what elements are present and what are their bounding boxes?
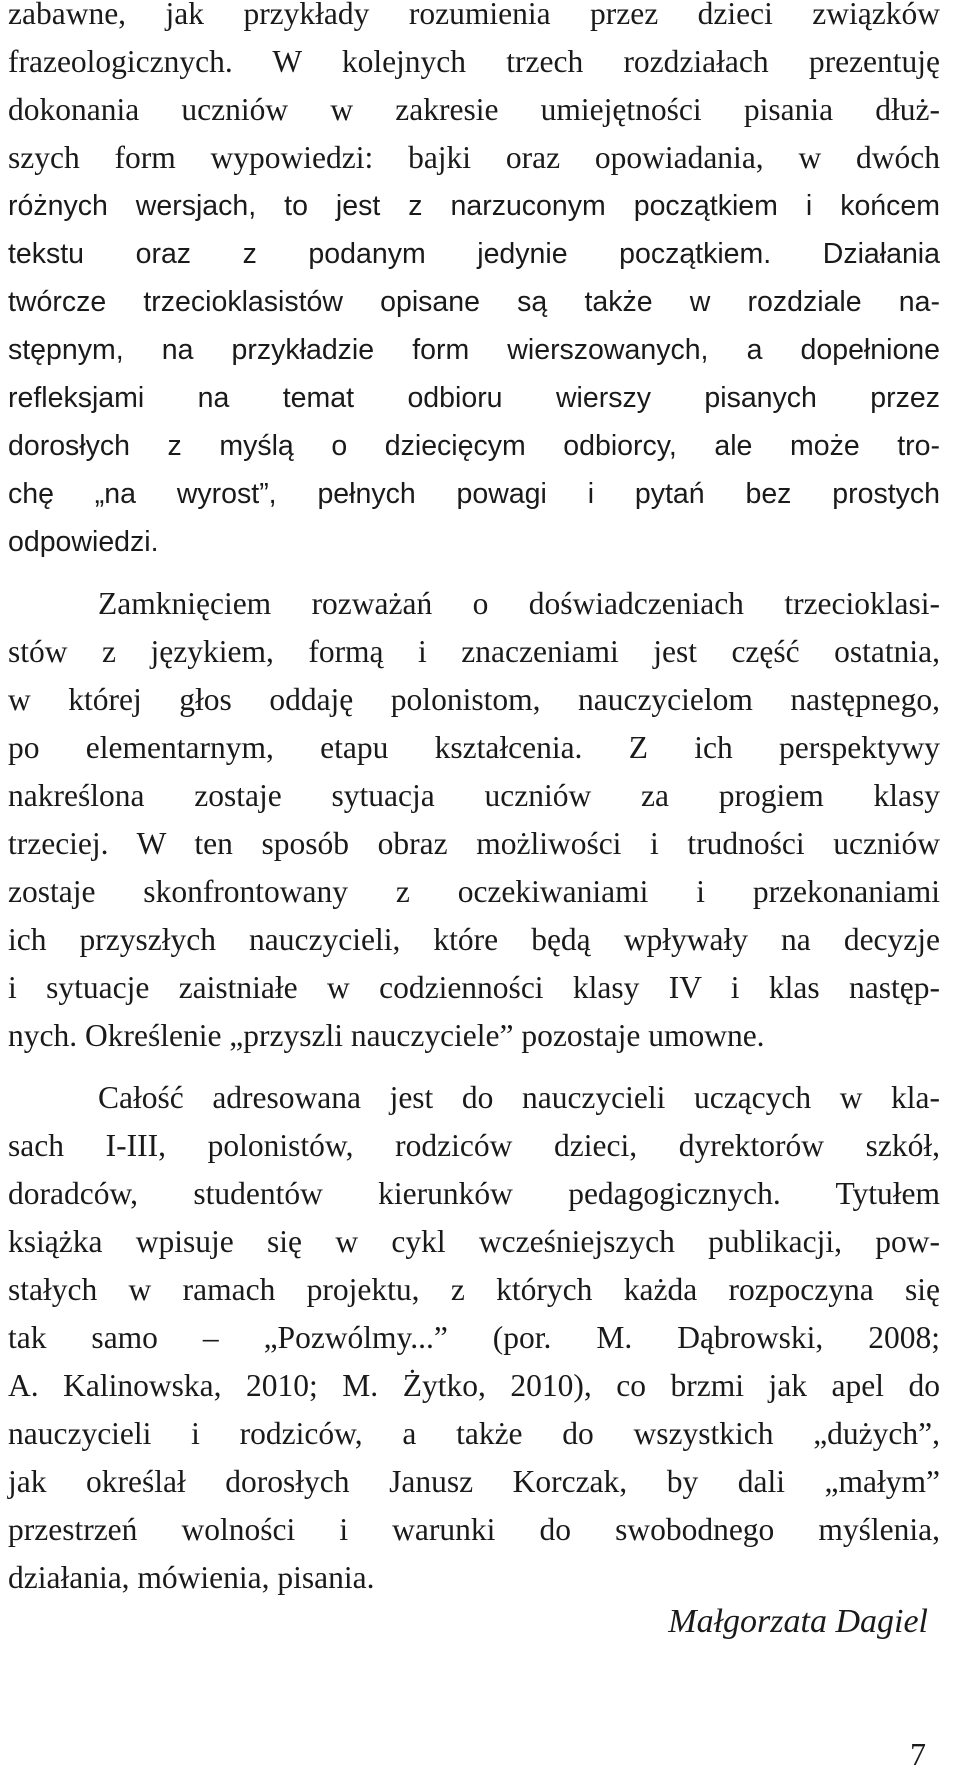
text-line: książka wpisuje się w cykl wcześniejszych publikacji, pow- xyxy=(8,1224,940,1259)
text-line: działania, mówienia, pisania. xyxy=(8,1560,375,1595)
text-line: szych form wypowiedzi: bajki oraz opowiadania, w dwóch xyxy=(8,140,940,175)
text-line: sach I-III, polonistów, rodziców dzieci, dyrektorów szkół, xyxy=(8,1128,940,1163)
text-line: chę „na wyrost”, pełnych powagi i pytań bez prostych xyxy=(8,478,940,510)
text-line: twórcze trzecioklasistów opisane są także w rozdziale na- xyxy=(8,286,940,318)
page-number: 7 xyxy=(910,1736,926,1772)
text-line: stępnym, na przykładzie form wierszowanych, a dopełnione xyxy=(8,334,940,366)
text-line: w której głos oddaję polonistom, nauczycielom następnego, xyxy=(8,682,940,717)
text-line: refleksjami na temat odbioru wierszy pisanych przez xyxy=(8,382,940,414)
text-line: dorosłych z myślą o dziecięcym odbiorcy, ale może tro- xyxy=(8,430,940,462)
text-line: przestrzeń wolności i warunki do swobodnego myślenia, xyxy=(8,1512,940,1547)
author-signature: Małgorzata Dagiel xyxy=(668,1603,928,1640)
text-line: jak określał dorosłych Janusz Korczak, by dali „małym” xyxy=(8,1464,940,1499)
text-line: A. Kalinowska, 2010; M. Żytko, 2010), co brzmi jak apel do xyxy=(8,1368,940,1403)
text-line: ich przyszłych nauczycieli, które będą wpływały na decyzje xyxy=(8,922,940,957)
text-line: i sytuacje zaistniałe w codzienności klasy IV i klas następ- xyxy=(8,970,940,1005)
text-line: doradców, studentów kierunków pedagogicznych. Tytułem xyxy=(8,1176,940,1211)
text-line: różnych wersjach, to jest z narzuconym początkiem i końcem xyxy=(8,190,940,222)
text-line: Całość adresowana jest do nauczycieli uczących w kla- xyxy=(98,1080,940,1115)
text-line: tak samo – „Pozwólmy...” (por. M. Dąbrowski, 2008; xyxy=(8,1320,940,1355)
text-line: Zamknięciem rozważań o doświadczeniach trzecioklasi- xyxy=(98,586,940,621)
document-page xyxy=(8,0,940,1786)
text-line: stów z językiem, formą i znaczeniami jest część ostatnia, xyxy=(8,634,940,669)
text-line: tekstu oraz z podanym jedynie początkiem. Działania xyxy=(8,238,940,270)
text-line: trzeciej. W ten sposób obraz możliwości i trudności uczniów xyxy=(8,826,940,861)
text-line: dokonania uczniów w zakresie umiejętności pisania dłuż- xyxy=(8,92,940,127)
text-line: nakreślona zostaje sytuacja uczniów za progiem klasy xyxy=(8,778,940,813)
text-line: odpowiedzi. xyxy=(8,526,159,558)
text-line: po elementarnym, etapu kształcenia. Z ich perspektywy xyxy=(8,730,940,765)
text-line: nych. Określenie „przyszli nauczyciele” pozostaje umowne. xyxy=(8,1018,765,1053)
text-line: frazeologicznych. W kolejnych trzech rozdziałach prezentuję xyxy=(8,44,940,79)
text-line: stałych w ramach projektu, z których każda rozpoczyna się xyxy=(8,1272,940,1307)
text-line: zabawne, jak przykłady rozumienia przez dzieci związków xyxy=(8,0,940,31)
text-line: nauczycieli i rodziców, a także do wszystkich „dużych”, xyxy=(8,1416,940,1451)
text-line: zostaje skonfrontowany z oczekiwaniami i przekonaniami xyxy=(8,874,940,909)
